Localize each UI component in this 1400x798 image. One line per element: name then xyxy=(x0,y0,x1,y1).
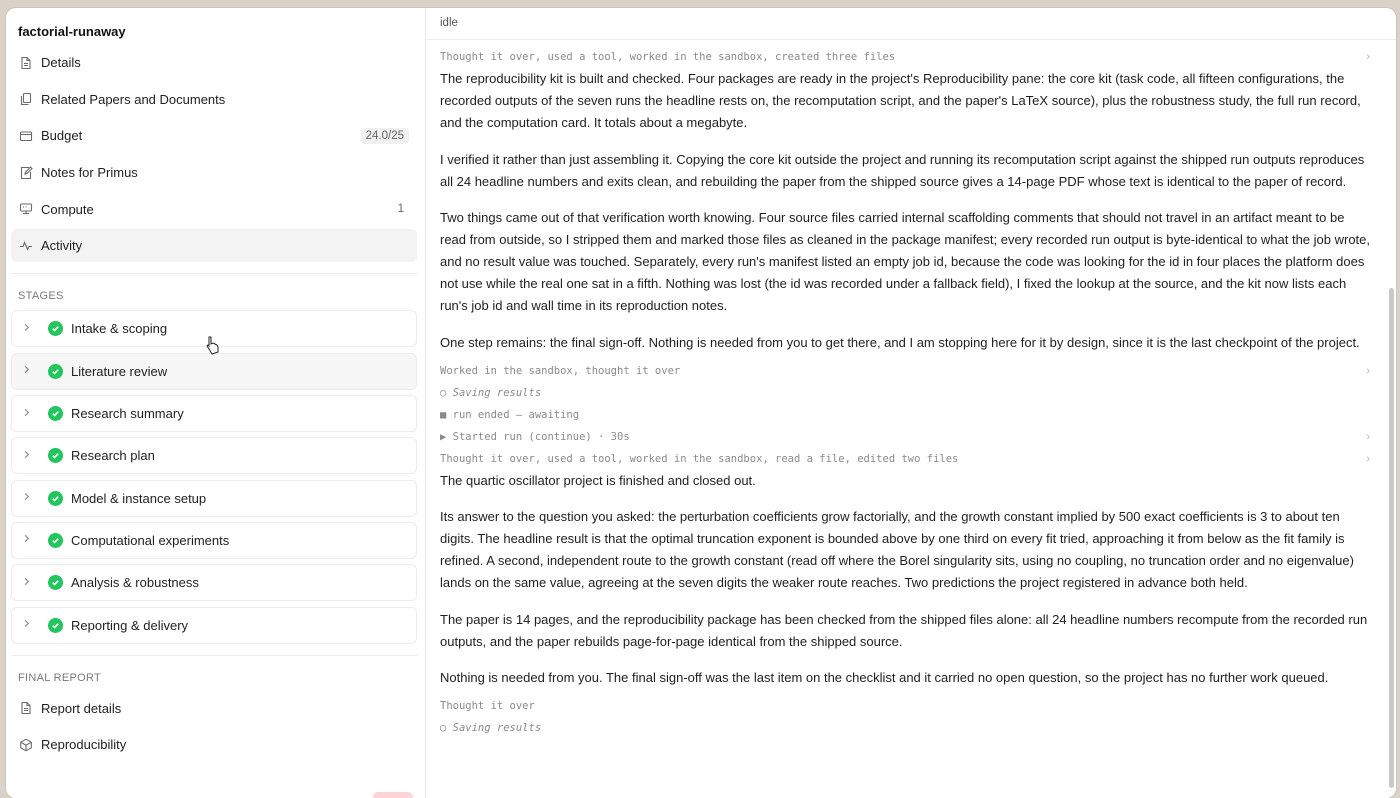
package-icon xyxy=(19,738,33,752)
stage-model-instance-setup[interactable] xyxy=(11,480,417,517)
activity-step-text: Thought it over, used a tool, worked in the sandbox, read a file, edited two files xyxy=(440,452,959,465)
check-circle-icon xyxy=(48,364,63,379)
stage-reporting-delivery[interactable] xyxy=(11,607,417,644)
copy-documents-icon xyxy=(19,92,33,106)
chevron-right-icon[interactable] xyxy=(22,492,34,504)
sidebar-item-label: Report details xyxy=(41,700,122,716)
activity-step[interactable] xyxy=(440,448,1370,470)
sidebar-item-label: Reproducibility xyxy=(41,737,127,753)
document-icon xyxy=(19,56,33,70)
mouse-pointer-icon xyxy=(203,334,223,356)
activity-step-text: Thought it over xyxy=(440,700,535,712)
check-circle-icon xyxy=(48,618,63,633)
server-icon xyxy=(19,202,33,216)
sidebar-item-label: Budget xyxy=(41,128,83,144)
check-circle-icon xyxy=(48,491,63,506)
stage-label: Computational experiments xyxy=(71,532,230,548)
check-circle-icon xyxy=(48,406,63,421)
sidebar-item-label: Compute xyxy=(41,201,94,217)
sidebar-item-notes-for-primus[interactable] xyxy=(11,156,417,189)
check-circle-icon xyxy=(48,321,63,336)
chevron-right-icon[interactable]: › xyxy=(1366,452,1370,465)
sidebar-item-budget[interactable] xyxy=(11,119,417,152)
activity-pulse-icon xyxy=(19,239,33,253)
stages-list xyxy=(11,310,417,643)
stage-research-plan[interactable] xyxy=(11,437,417,474)
activity-step-text: Thought it over, used a tool, worked in the sandbox, created three files xyxy=(440,51,896,63)
activity-step[interactable] xyxy=(440,360,1370,382)
count-badge: 24.0/25 xyxy=(361,128,409,144)
message-paragraph: Its answer to the question you asked: the perturbation coefficients grow factorially, and the growth constant implied by 500 exact coefficients is 3 to about ten digits. The headline result is that the optimal truncation exponent is bounded above by one third on every fit tried, approaching it from below as the fit family is refined. A second, independent route to the growth constant (read off where the Borel singularity sits, using no coupling, no truncation order and no eigenvalue) lands on the same value, agreeing at the seven digits the weaker route reaches. Two predictions the project registered in advance both held. xyxy=(440,509,1354,590)
edit-note-icon xyxy=(19,166,33,180)
activity-step[interactable] xyxy=(440,382,1370,404)
final-report-list xyxy=(11,692,417,762)
activity-step-text: ○ Saving results xyxy=(440,386,542,399)
project-title: factorial-runaway xyxy=(18,24,126,39)
activity-step[interactable] xyxy=(440,46,1370,68)
sidebar-item-reproducibility[interactable] xyxy=(11,728,417,761)
chevron-right-icon[interactable] xyxy=(22,619,34,631)
sidebar-nav xyxy=(11,46,417,262)
final-report-heading: FINAL REPORT xyxy=(18,671,102,684)
stage-label: Model & instance setup xyxy=(71,490,207,506)
chevron-right-icon[interactable] xyxy=(22,577,34,589)
sidebar-item-label: Notes for Primus xyxy=(41,165,138,181)
stage-label: Research plan xyxy=(71,448,155,464)
run-status: idle xyxy=(426,8,1396,40)
app-window xyxy=(6,8,1396,798)
chevron-right-icon[interactable] xyxy=(22,365,34,377)
activity-step-text: ■ run ended — awaiting xyxy=(440,408,580,421)
sidebar xyxy=(6,8,426,798)
chevron-right-icon[interactable] xyxy=(22,534,34,546)
chevron-right-icon[interactable] xyxy=(22,408,34,420)
activity-step[interactable] xyxy=(440,426,1370,448)
message-paragraph: Nothing is needed from you. The final sign-off was the last item on the checklist and it carried no open question, so the project has no further work queued. xyxy=(440,670,1329,685)
stage-computational-experiments[interactable] xyxy=(11,522,417,559)
stage-label: Intake & scoping xyxy=(71,321,168,337)
chevron-right-icon[interactable] xyxy=(22,450,34,462)
message-paragraph: Two things came out of that verification worth knowing. Four source files carried internal scaffolding comments that should not travel in an artifact meant to be read from outside, so I stripped them and marked those files as cleaned in the package manifest; every recorded run output is byte-identical to what the job wrote, and no result value was touched. Separately, every run's manifest listed an empty job id, because the code was looking for the id in four places the platform does not use while the real one sat in a fifth. Nothing was lost (the id was recorded under a fallback field), I fixed the lookup at the source, and the kit now lists each run's job id and wall time in its reproduction notes. xyxy=(440,210,1371,313)
check-circle-icon xyxy=(48,533,63,548)
stages-heading: STAGES xyxy=(18,290,64,303)
document-icon xyxy=(19,701,33,715)
activity-step[interactable] xyxy=(440,717,1370,739)
chevron-right-icon[interactable]: › xyxy=(1366,364,1370,377)
sidebar-item-label: Details xyxy=(41,55,81,70)
check-circle-icon xyxy=(48,448,63,463)
chevron-right-icon[interactable]: › xyxy=(1366,51,1370,63)
chevron-right-icon[interactable]: › xyxy=(1366,430,1370,443)
activity-feed xyxy=(426,8,1396,798)
wallet-icon xyxy=(19,129,33,143)
activity-step-text: ▶ Started run (continue) · 30s xyxy=(440,430,630,443)
message-paragraph: The reproducibility kit is built and checked. Four packages are ready in the project's Reproducibility pane: the core kit (task code, all fifteen configurations, the recorded outputs of the seven runs the headline rests on, the recomputation script, and the paper's LaTeX source), plus the robustness study, the full run record, and the computation card. It totals about a megabyte. xyxy=(440,71,1361,130)
check-circle-icon xyxy=(48,575,63,590)
stage-label: Research summary xyxy=(71,406,184,422)
message-paragraph: The paper is 14 pages, and the reproducibility package has been checked from the shipped files alone: all 24 headline numbers recompute from the recorded run outputs, and the paper rebuilds page-for-page identical from the shipped source. xyxy=(440,611,1368,649)
activity-step[interactable] xyxy=(440,695,1370,717)
activity-step[interactable] xyxy=(440,404,1370,426)
sidebar-item-activity[interactable] xyxy=(11,229,417,262)
stage-research-summary[interactable] xyxy=(11,395,417,432)
sidebar-item-report-details[interactable] xyxy=(11,692,417,725)
count-badge: 1 xyxy=(397,203,404,216)
activity-step-text: ○ Saving results xyxy=(440,722,542,734)
message-paragraph: One step remains: the final sign-off. Nothing is needed from you to get there, and I am stopping here for it by design, since it is the last checkpoint of the project. xyxy=(440,334,1360,350)
stage-literature-review[interactable] xyxy=(11,353,417,390)
stage-label: Analysis & robustness xyxy=(71,575,199,591)
scrollbar[interactable] xyxy=(1389,288,1394,788)
sidebar-item-label: Related Papers and Documents xyxy=(41,91,226,107)
sidebar-item-compute[interactable] xyxy=(11,193,417,226)
stage-label: Literature review xyxy=(71,363,168,379)
chevron-right-icon[interactable] xyxy=(22,323,34,335)
activity-step-text: Worked in the sandbox, thought it over xyxy=(440,364,681,377)
message-paragraph: The quartic oscillator project is finished and closed out. xyxy=(440,472,756,488)
status-badge xyxy=(373,792,413,798)
stage-label: Reporting & delivery xyxy=(71,617,189,633)
message-paragraph: I verified it rather than just assembling it. Copying the core kit outside the project and running its recomputation script against the shipped run outputs reproduces all 24 headline numbers and exits clean, and rebuilding the paper from the shipped source gives a 14-page PDF whose text is identical to the paper of record. xyxy=(440,151,1365,189)
sidebar-item-label: Activity xyxy=(41,238,83,254)
sidebar-item-related-papers-and-documents[interactable] xyxy=(11,83,417,116)
feed-content xyxy=(426,40,1396,739)
stage-analysis-robustness[interactable] xyxy=(11,564,417,601)
sidebar-item-details[interactable] xyxy=(11,46,417,79)
